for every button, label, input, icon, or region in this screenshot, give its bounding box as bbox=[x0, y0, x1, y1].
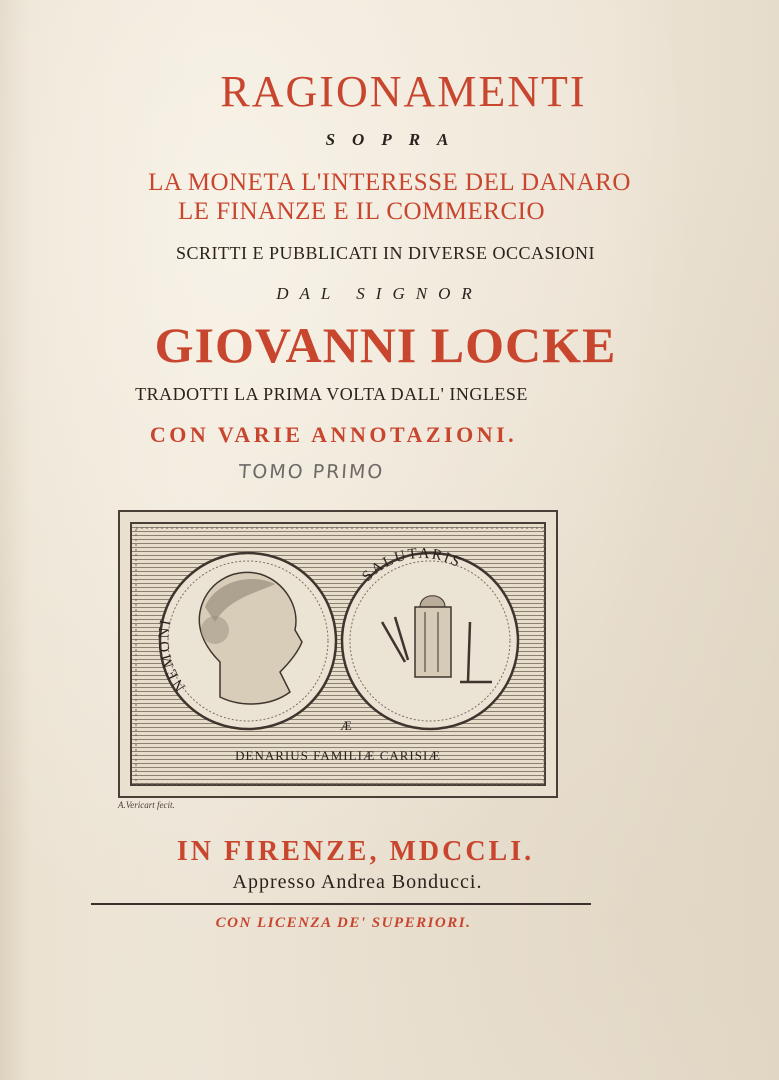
book-title: RAGIONAMENTI bbox=[220, 67, 587, 116]
right-coin-legend: SALUTARIS bbox=[359, 545, 465, 585]
engraver-signature: A.Vericart fecit. bbox=[118, 800, 175, 810]
scritti-line: SCRITTI E PUBBLICATI IN DIVERSE OCCASIONI bbox=[175, 243, 595, 263]
plate-legend: DENARIUS FAMILIÆ CARISIÆ bbox=[235, 748, 441, 763]
subtitle-line-2: LE FINANZE E IL COMMERCIO bbox=[177, 198, 546, 225]
subtitle-line-1: LA MONETA L'INTERESSE DEL DANARO bbox=[148, 169, 631, 196]
left-coin-legend: NEMONI bbox=[156, 616, 190, 694]
plate-mark: Æ bbox=[340, 718, 352, 733]
dal-signor-line: DAL SIGNOR bbox=[276, 284, 483, 303]
annotazioni-line: CON VARIE ANNOTAZIONI. bbox=[149, 422, 518, 447]
imprint-rule bbox=[91, 903, 591, 905]
sopra-line: SOPRA bbox=[325, 130, 466, 149]
author-name: GIOVANNI LOCKE bbox=[154, 317, 617, 373]
right-coin bbox=[342, 546, 518, 729]
coin-engraving-plate bbox=[118, 510, 558, 798]
licenza-line: CON LICENZA DE' SUPERIORI. bbox=[215, 915, 472, 931]
handwritten-tomo-note: TOMO PRIMO bbox=[237, 461, 386, 483]
tradotti-line: TRADOTTI LA PRIMA VOLTA DALL' INGLESE bbox=[135, 384, 528, 404]
printer-line: Appresso Andrea Bonducci. bbox=[232, 871, 483, 893]
imprint-place-date: IN FIRENZE, MDCCLI. bbox=[176, 836, 535, 867]
left-coin bbox=[156, 553, 336, 729]
